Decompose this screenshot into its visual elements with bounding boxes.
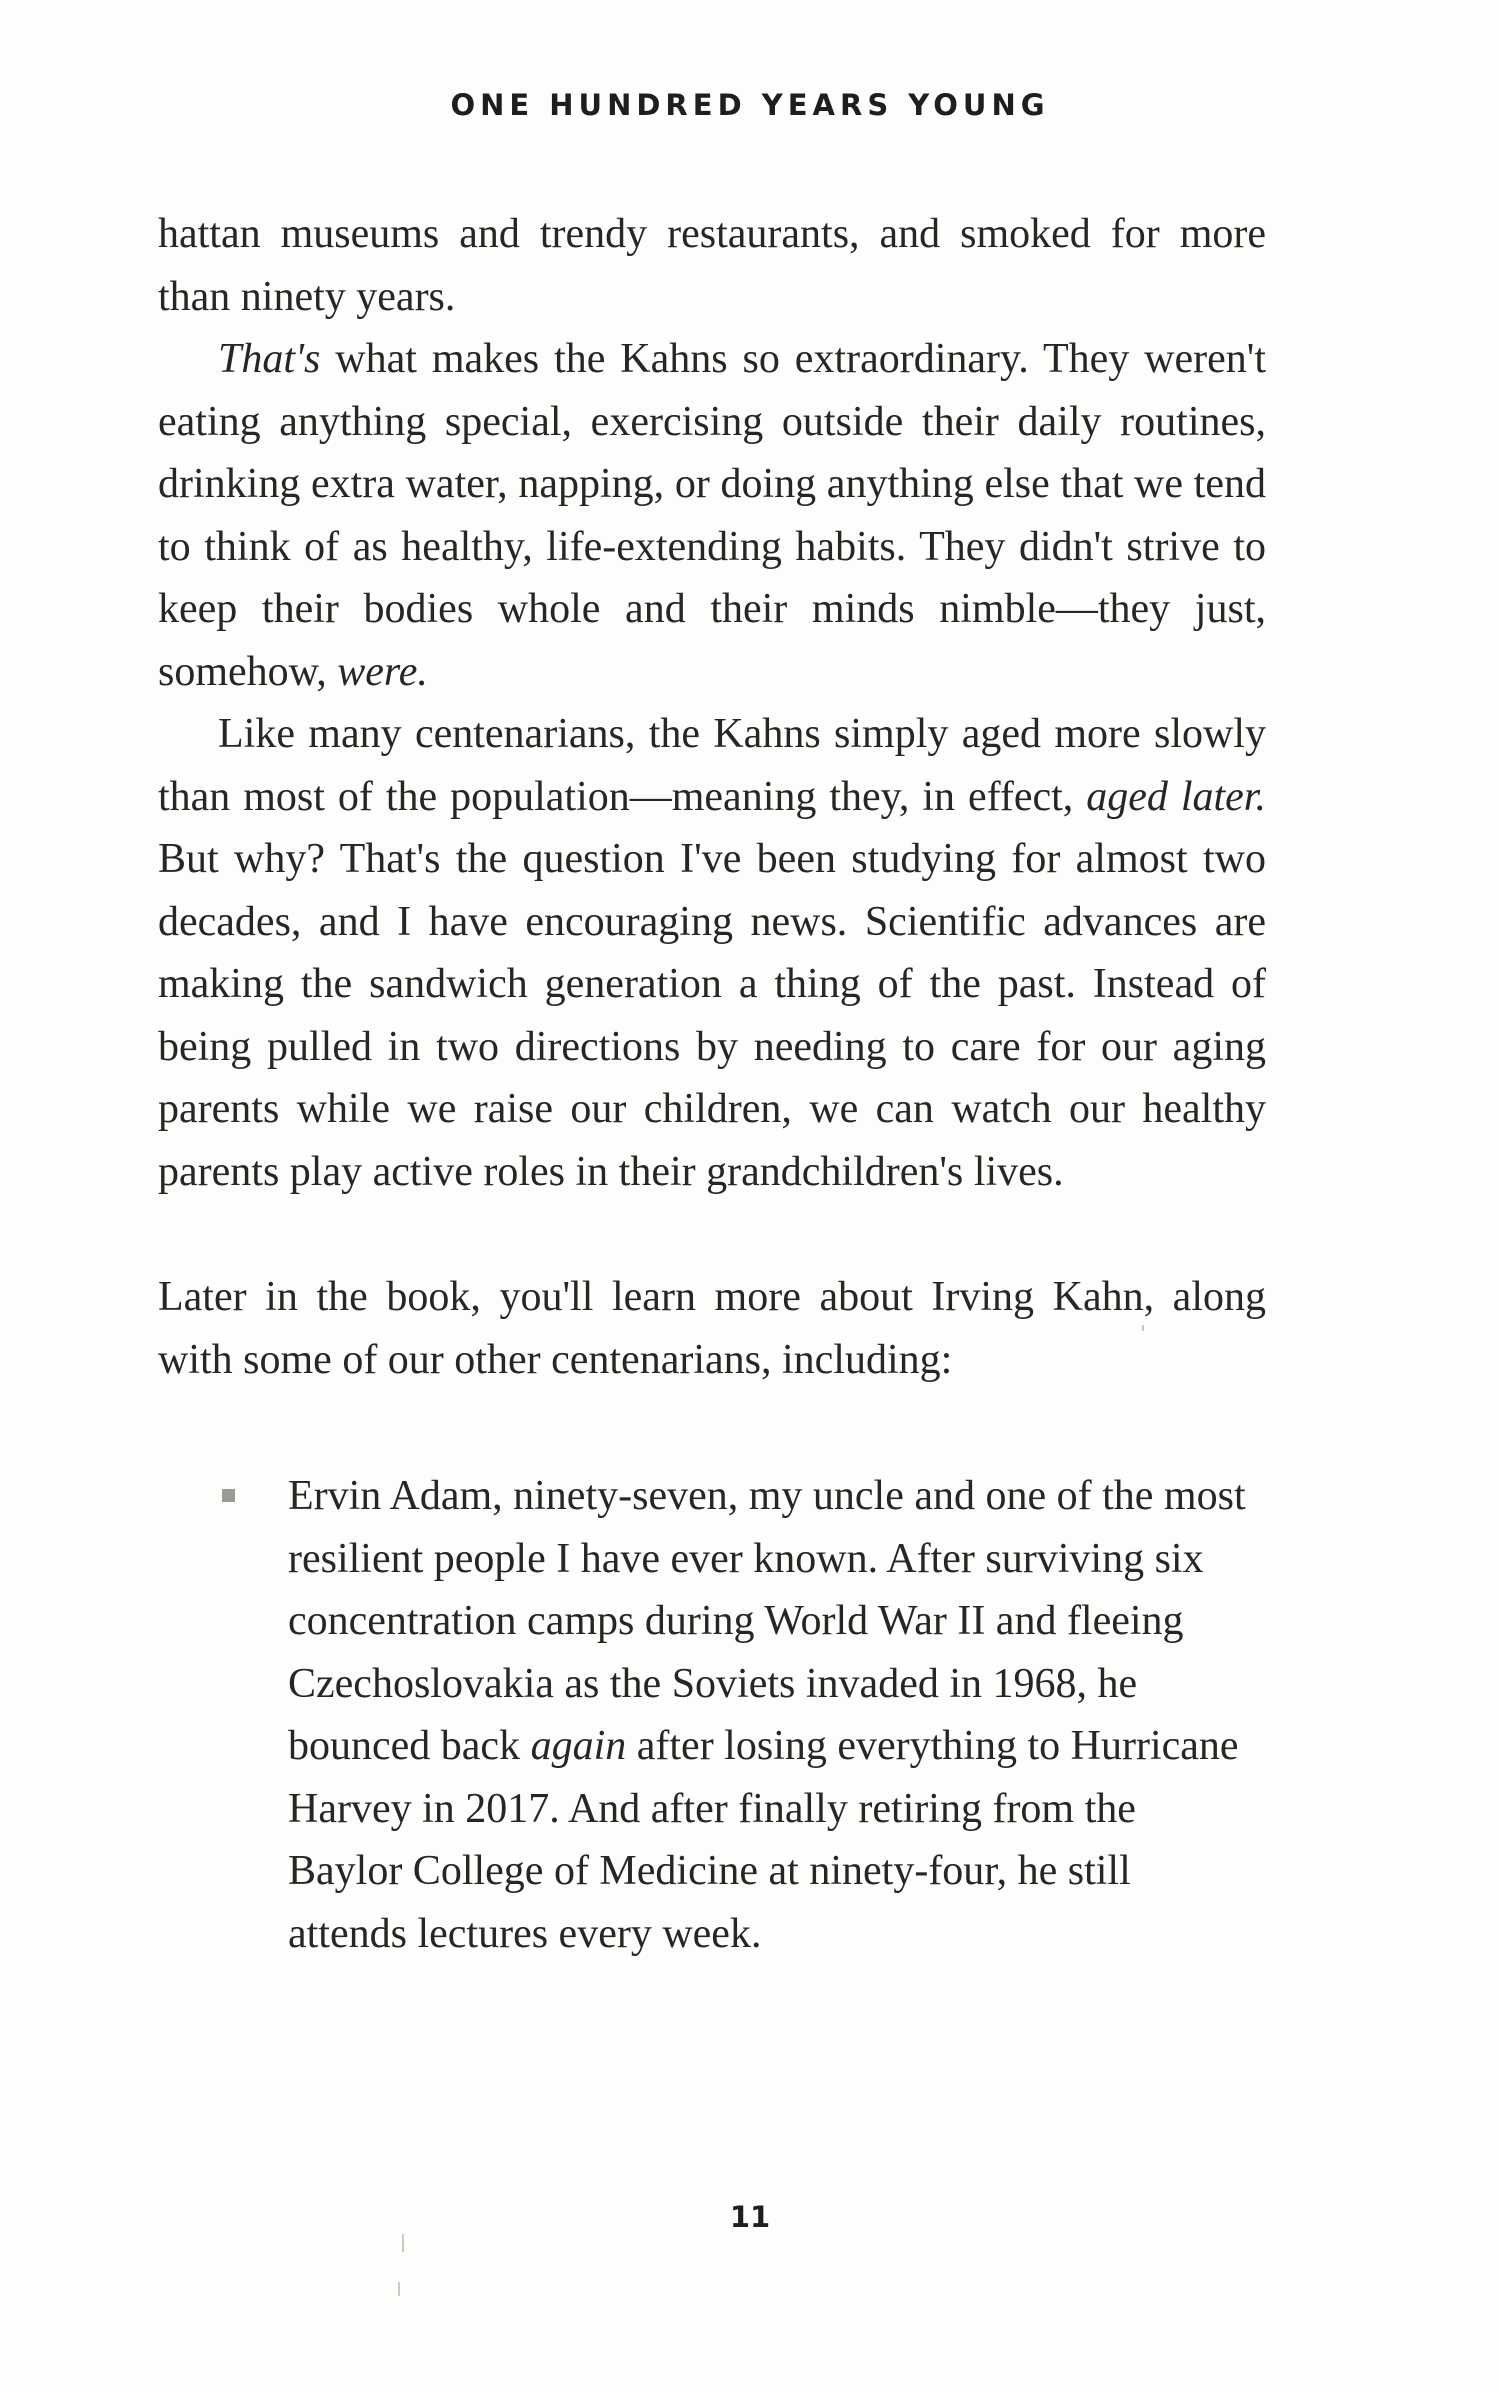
text-run: Later in the book, you'll learn more about Irving Kahn, along with some of our other centenarians, including: xyxy=(158,1274,1266,1383)
scan-artifact-mark xyxy=(398,2282,400,2296)
paragraph xyxy=(158,1266,1266,1391)
italic-text: again xyxy=(530,1723,627,1769)
square-bullet-icon xyxy=(222,1489,235,1502)
text-run: what makes the Kahns so extraordinary. They weren't eating anything special, exercising outside their daily routines, drinking extra water, napping, or doing anything else that we tend to think of as healthy, life-extending habits. They didn't strive to keep their bodies whole and their minds nimble—they just, somehow, xyxy=(158,336,1266,695)
text-run: after losing everything to Hurricane Harvey in 2017. And after finally retiring from the Baylor College of Medicine at ninety-four, he still attends lectures every week. xyxy=(288,1723,1239,1957)
scan-artifact-mark xyxy=(1142,1325,1144,1331)
running-head: ONE HUNDRED YEARS YOUNG xyxy=(450,88,1050,122)
centenarian-list xyxy=(222,1465,1282,1965)
list-item xyxy=(222,1465,1248,1965)
scan-artifact-mark xyxy=(402,2234,404,2252)
italic-text: were. xyxy=(337,648,428,695)
list-item-text xyxy=(288,1473,1246,1957)
body-text-upper xyxy=(158,203,1266,1203)
body-text-lower xyxy=(158,1266,1266,1391)
page-number: 11 xyxy=(729,2200,771,2234)
text-run: Like many centenarians, the Kahns simply aged more slowly than most of the population—meaning they, in effect, xyxy=(158,711,1266,820)
text-run: hattan museums and trendy restaurants, and smoked for more than ninety years. xyxy=(158,211,1266,320)
paragraph xyxy=(158,203,1266,328)
italic-text: aged later. xyxy=(1086,773,1266,820)
text-run: Ervin Adam, ninety-seven, my uncle and one of the most resilient people I have ever known. After surviving six concentration camps during World War II and fleeing Czechoslovakia as the Soviets invaded in 1968, he bounced back xyxy=(288,1473,1246,1769)
italic-text: That's xyxy=(218,336,321,382)
text-run: But why? That's the question I've been studying for almost two decades, and I have encouraging news. Scientific advances are making the sandwich generation a thing of the past. Instead of being pulled in two directions by needing to care for our aging parents while we raise our children, we can watch our healthy parents play active roles in their grandchildren's lives. xyxy=(158,836,1266,1195)
paragraph xyxy=(158,703,1266,1203)
paragraph xyxy=(158,328,1266,703)
